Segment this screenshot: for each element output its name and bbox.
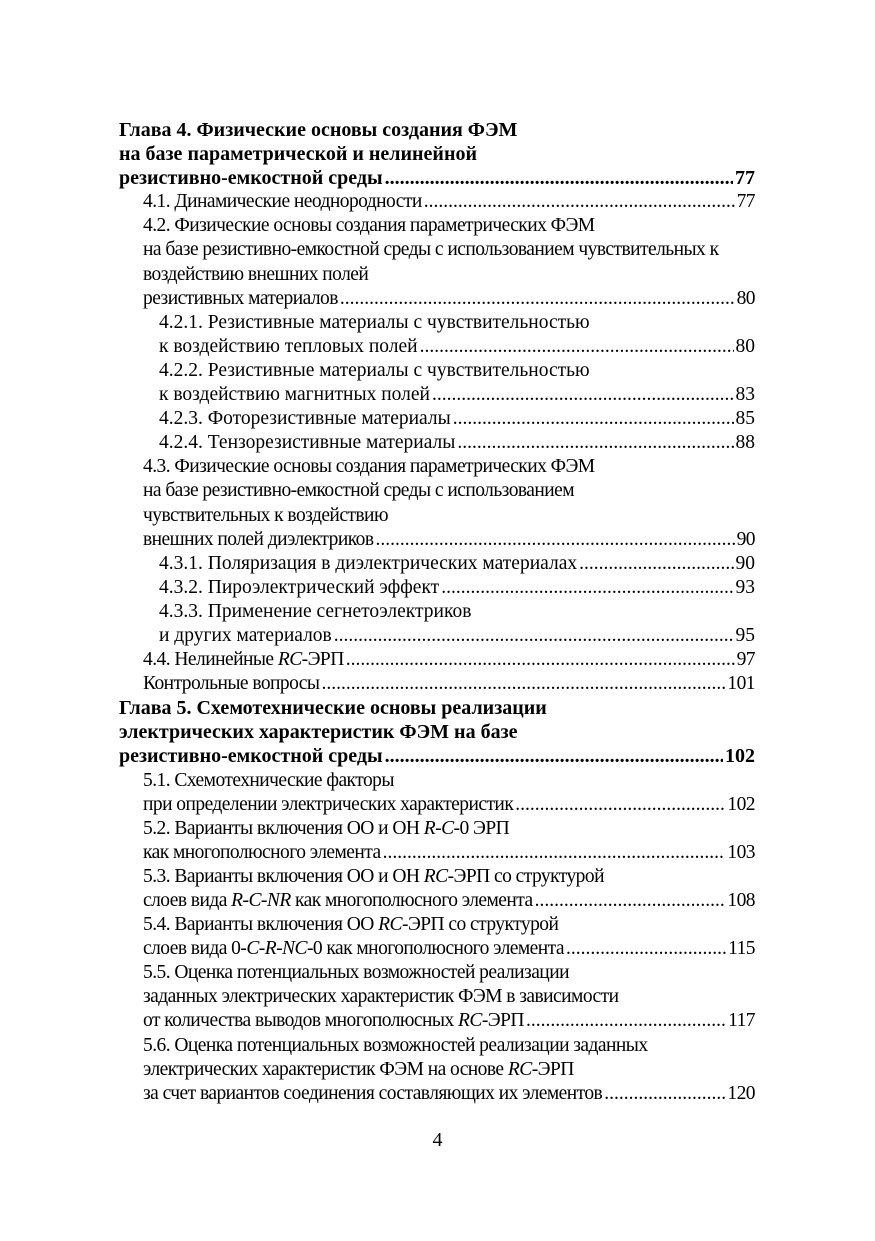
page-ref: 120 [727, 1082, 755, 1104]
page-ref: 77 [736, 191, 755, 213]
leader-dots [346, 648, 735, 672]
page-ref: 80 [735, 335, 755, 357]
toc-entry-5-4-line-1: 5.4. Варианты включения ОО RC-ЭРП со структурой [143, 914, 559, 936]
toc-entry-4-3-line-2: на базе резистивно-емкостной среды с использованием [143, 480, 575, 502]
toc-entry-4-4[interactable]: 4.4. Нелинейные RC-ЭРП ..... 97 [119, 648, 755, 672]
leader-dots [535, 889, 726, 913]
leader-dots [420, 335, 734, 359]
toc-entry-5-3[interactable]: слоев вида R-C-NR как многополюсного элемента ..... 108 [119, 889, 755, 913]
toc-entry-chapter-4[interactable]: резистивно-емкостной среды ..... 77 [119, 166, 755, 190]
toc-entry-4-2[interactable]: резистивных материалов ..... 80 [119, 287, 755, 311]
toc-entry-4-2-1[interactable]: к воздействию тепловых полей ..... 80 [119, 335, 755, 359]
toc-entry-4-2-line-1: 4.2. Физические основы создания параметрических ФЭМ [143, 215, 595, 237]
page-ref: 88 [735, 432, 755, 454]
toc-entry-4-2-3[interactable]: 4.2.3. Фоторезистивные материалы ..... 85 [119, 407, 755, 431]
toc-entry-4-3-line-1: 4.3. Физические основы создания параметрических ФЭМ [143, 456, 595, 478]
toc-entry-5-1[interactable]: при определении электрических характеристик ..... 102 [119, 793, 755, 817]
chapter-5-title-line-1: Глава 5. Схемотехнические основы реализации [119, 697, 547, 720]
toc-entry-5-5-line-2: заданных электрических характеристик ФЭМ в зависимости [143, 986, 619, 1008]
toc-entry-4-2-2-line-1: 4.2.2. Резистивные материалы с чувствительностью [159, 359, 590, 381]
page-number: 4 [432, 1129, 443, 1151]
leader-dots [385, 166, 733, 190]
leader-dots [424, 190, 735, 214]
toc-entry-4-2-4[interactable]: 4.2.4. Тензорезистивные материалы ..... 88 [119, 431, 755, 455]
leader-dots [579, 552, 733, 576]
page-ref: 95 [735, 624, 755, 646]
page-ref: 90 [735, 552, 755, 574]
toc-entry-4-2-2[interactable]: к воздействию магнитных полей ..... 83 [119, 383, 755, 407]
toc-entry-5-3-line-1: 5.3. Варианты включения ОО и ОН RC-ЭРП со структурой [143, 865, 604, 887]
chapter-4-title-line-2: на базе параметрической и нелинейной [119, 143, 477, 166]
toc-entry-4-3[interactable]: внешних полей диэлектриков ..... 90 [119, 528, 755, 552]
page-ref: 102 [727, 793, 755, 815]
leader-dots [432, 383, 734, 407]
page-ref: 83 [735, 384, 755, 406]
page-ref: 85 [735, 408, 755, 430]
toc-entry-4-1[interactable]: 4.1. Динамические неоднородности ..... 77 [119, 190, 755, 214]
toc-entry-4-3-2[interactable]: 4.3.2. Пироэлектрический эффект ..... 93 [119, 576, 755, 600]
page-ref: 115 [728, 938, 755, 960]
toc-entry-4-2-line-2: на базе резистивно-емкостной среды с использованием чувствительных к [143, 239, 719, 261]
leader-dots [604, 1082, 725, 1106]
toc-entry-5-6-line-2: электрических характеристик ФЭМ на основе RC-ЭРП [143, 1058, 574, 1080]
toc-entry-4-3-3[interactable]: и других материалов ..... 95 [119, 624, 755, 648]
toc-entry-5-2[interactable]: как многополюсного элемента ..... 103 [119, 841, 755, 865]
page-ref: 117 [728, 1010, 755, 1032]
leader-dots [383, 841, 726, 865]
toc-entry-5-4[interactable]: слоев вида 0-C-R-NC-0 как многополюсного элемента ..... 115 [119, 937, 755, 961]
toc-entry-4-3-3-line-1: 4.3.3. Применение сегнетоэлектриков [159, 600, 472, 622]
toc-entry-4-3-1[interactable]: 4.3.1. Поляризация в диэлектрических материалах ..... 90 [119, 552, 755, 576]
page-ref: 102 [725, 745, 755, 768]
page-ref: 101 [727, 673, 755, 695]
toc-entry-4-3-line-3: чувствительных к воздействию [143, 504, 388, 526]
leader-dots [453, 407, 734, 431]
toc-entry-5-6-line-1: 5.6. Оценка потенциальных возможностей реализации заданных [143, 1034, 648, 1056]
toc-entry-5-1-line-1: 5.1. Схемотехнические факторы [143, 769, 394, 791]
page-ref: 77 [735, 167, 755, 190]
toc-entry-5-5-line-1: 5.5. Оценка потенциальных возможностей реализации [143, 962, 569, 984]
toc-entry-5-5[interactable]: от количества выводов многополюсных RC-ЭРП ..... 117 [119, 1009, 755, 1033]
chapter-4-title-line-1: Глава 4. Физические основы создания ФЭМ [119, 119, 518, 141]
page-ref: 97 [736, 649, 755, 671]
leader-dots [334, 624, 734, 648]
page-ref: 93 [735, 576, 755, 598]
toc-entry-4-2-line-3: воздействию внешних полей [143, 263, 369, 285]
page-ref: 80 [736, 287, 755, 309]
page-ref: 108 [727, 890, 755, 911]
leader-dots [376, 528, 735, 552]
toc-entry-5-2-line-1: 5.2. Варианты включения ОО и ОН R-C-0 ЭРП [143, 817, 510, 839]
leader-dots [441, 576, 733, 600]
leader-dots [321, 672, 725, 696]
leader-dots [457, 431, 733, 455]
page-ref: 103 [727, 841, 755, 863]
toc-entry-4-2-1-line-1: 4.2.1. Резистивные материалы с чувствительностью [159, 311, 590, 333]
leader-dots [385, 744, 723, 768]
chapter-5-title-line-2: электрических характеристик ФЭМ на базе [119, 721, 518, 744]
page-ref: 90 [736, 528, 755, 550]
leader-dots [515, 793, 725, 817]
toc-entry-5-6[interactable]: за счет вариантов соединения составляющих их элементов ..... 120 [119, 1082, 755, 1106]
leader-dots [340, 287, 735, 311]
table-of-contents [119, 118, 755, 1106]
toc-entry-questions-ch4[interactable]: Контрольные вопросы ..... 101 [119, 672, 755, 696]
leader-dots [566, 937, 726, 961]
leader-dots [526, 1009, 726, 1033]
toc-entry-chapter-5[interactable]: резистивно-емкостной среды ..... 102 [119, 744, 755, 768]
